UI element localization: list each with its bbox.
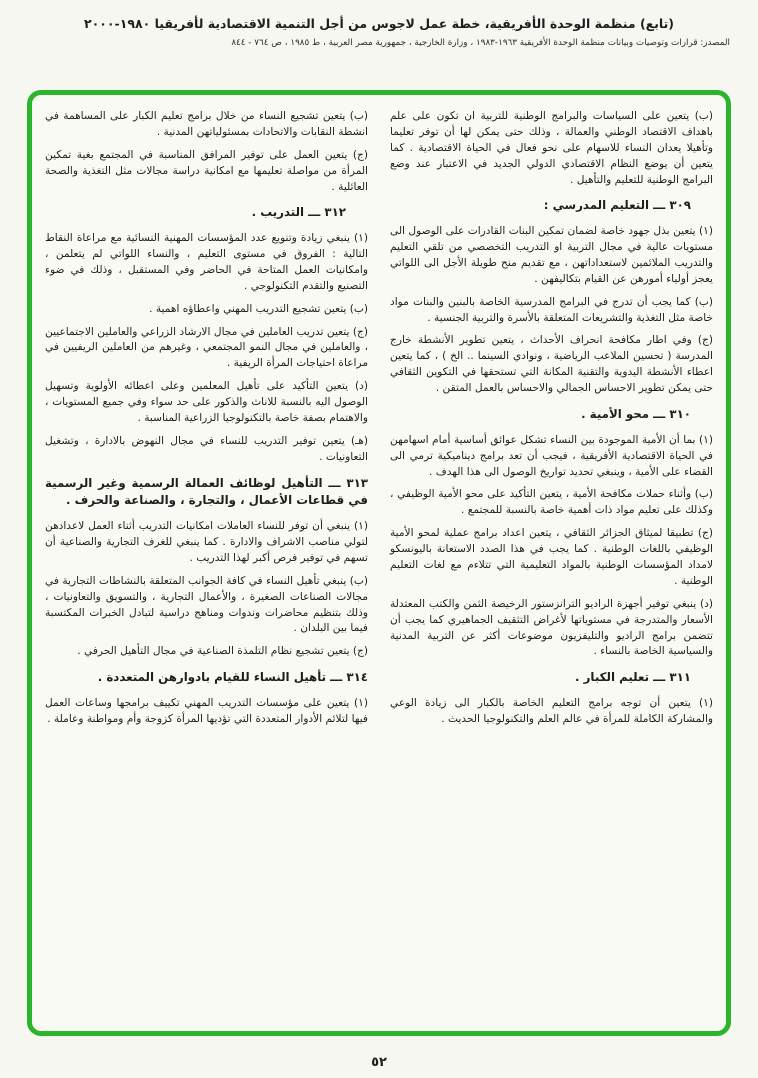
paragraph: (د) ينبغي توفير أجهزة الراديو الترانزستور الرخيصة الثمن والكتب المعتدلة الأسعار والمتدرجة في مستوياتها لأغراض التثقيف الجماهيري كما يجب أن تتضمن برامج الراديو والتليفزيون موضوعات أكثر عن التربية المدنية والسياسية الخاصة بالنساء . (390, 597, 713, 658)
paragraph: (ب) يتعين تشجيع النساء من خلال برامج تعليم الكبار على المساهمة في انشطة النقابات والاتحادات بمسئولياتهن المدنية . (45, 110, 368, 138)
section-heading-313: ٣١٣ ـــ التأهيل لوظائف العمالة الرسمية وغير الرسمية في قطاعات الأعمال ، والتجارة ، والصناعة والحرف . (45, 475, 368, 508)
paragraph: (ب) يتعين تشجيع التدريب المهني واعطاؤه اهمية . (149, 302, 368, 315)
paragraph: (ب) ينبغي تأهيل النساء في كافة الجوانب المتعلقة بالنشاطات التجارية في مجالات الصناعات الصغيرة ، والأعمال التجارية ، والتسويق والتعاونيات ، وذلك بتنظيم محاضرات وندوات ومناهج دراسية لتبادل الخبرات المكتسبة فيما بين البلدان . (45, 574, 368, 635)
paragraph: (ج) يتعين تشجيع نظام التلمذة الصناعية في مجال التأهيل الحرفي . (77, 645, 368, 658)
green-border-frame (27, 90, 731, 1036)
paragraph: (ب) وأثناء حملات مكافحة الأمية ، يتعين التأكيد على محو الأمية الوظيفي ، وكذلك على تعليم مواد ذات أهمية خاصة بالنسبة للمجتمع . (390, 488, 713, 517)
paragraph: (ج) يتعين العمل على توفير المرافق المناسبة في المجتمع بغية تمكين المرأة من مواصلة تعليمها مع امكانية دراسة مجالات مثل التغذية والصحة العائلية . (45, 148, 368, 193)
section-heading-309: ٣٠٩ ـــ التعليم المدرسي : (543, 198, 691, 213)
right-column (390, 109, 713, 1021)
section-heading-314: ٣١٤ ـــ تأهيل النساء للقيام بادوارهن المتعددة . (97, 670, 368, 685)
paragraph: (ج) يتعين تدريب العاملين في مجال الارشاد الزراعي والعاملين الاجتماعيين ، والعاملين في مجال النمو المجتمعي ، وغيرهم من العاملين الريفيين في مراعاة احتياجات المرأة الريفية . (45, 325, 368, 370)
left-column (45, 109, 368, 1021)
paragraph: (هـ) يتعين توفير التدريب للنساء في مجال النهوض بالادارة ، وتشغيل التعاونيات . (45, 434, 368, 463)
paragraph: (ج) وفي اطار مكافحة انحراف الأحداث ، يتعين تطوير الأنشطة خارج المدرسة ( تحسين الملاعب الرياضية ، ونوادي السينما .. الخ ) ، كما يتعين اعطاء الأنشطة اليدوية والتقنية المكانة التي تستحقها في التكوين الثقافي حتى يمكن تطوير الاحساس الجمالي والاحساس بالعمل المتقن . (390, 334, 713, 395)
paragraph: (ب) يتعين على السياسات والبرامج الوطنية للتربية ان تكون على علم باهداف الاقتصاد الوطني والعمالة ، وذلك حتى يمكن لها أن توفر تعليما وتأهيلا يعدان النساء للاسهام على نحو فعال في الحياة الاقتصادية . كما يتعين أن يوضع النظام الاقتصادي الدولي الجديد في الاعتبار عند وضع البرامج الوطنية للتعليم والتأهيل . (390, 110, 713, 186)
paragraph: (١) ينبغي زيادة وتنويع عدد المؤسسات المهنية النسائية مع مراعاة النقاط التالية : الفروق في مستوى التعليم ، والنساء اللواتي لم يتعلمن ، وامكانيات العمل المتاحة في الحاضر وفي المستقبل ، وذلك في ضوء التصنيع والتقدم التكنولوجي . (45, 232, 368, 292)
section-heading-310: ٣١٠ ـــ محو الأمية . (581, 407, 691, 422)
paragraph: (د) يتعين التأكيد على تأهيل المعلمين وعلى اعطائه الأولوية وتسهيل الوصول اليه بالنسبة للاناث والذكور على حد سواء وفي جميع المستويات ، والاهتمام بصفة خاصة بالتكنولوجيا الزراعية المناسبة . (45, 380, 368, 425)
section-heading-312: ٣١٢ ـــ التدريب . (251, 205, 346, 220)
page-number: ٥٢ (371, 1055, 387, 1070)
paragraph: (١) يتعين أن توجه برامج التعليم الخاصة بالكبار الى زيادة الوعي والمشاركة الكاملة للمرأة في عالم العلم والتكنولوجيا الحديث . (390, 697, 713, 725)
document-title: (تابع) منظمة الوحدة الأفريقية، خطة عمل لاجوس من أجل التنمية الاقتصادية لأفريقيا ١٩٨٠-٢٠٠٠ (83, 16, 675, 31)
page-header (0, 0, 758, 48)
paragraph: (١) يتعين بذل جهود خاصة لضمان تمكين البنات القادرات على الوصول الى مستويات عالية في مجال التربية او التدريب التخصصي من تلقي التعليم والتدريب الملائمين لاستعداداتهن ، مع تقديم منح طويلة الأجل الى اللواتي يعجز أولياء أمورهن عن القيام بتكاليفهن . (390, 225, 713, 285)
paragraph: (١) بما أن الأمية الموجودة بين النساء تشكل عوائق أساسية أمام اسهامهن في الحياة الاقتصادية الأفريقية ، فيجب أن تعد برامج ديناميكية ترمي الى القضاء على الأمية ، وينبغي تحديد تواريخ الوصول الى هذا الهدف . (390, 433, 713, 478)
source-citation-line: المصدر: قرارات وتوصيات وبيانات منظمة الوحدة الأفريقية ١٩٦٣-١٩٨٣ ، وزارة الخارجية ، جمهورية مصر العربية ، ط ١٩٨٥ ، ص ٧٦٤ - ٨٤٤ (231, 38, 730, 48)
paragraph: (ب) كما يجب أن تدرج في البرامج المدرسية الخاصة بالبنين والبنات مواد خاصة مثل التغذية والتشريعات المتعلقة بالأسرة والتربية الجنسية . (390, 295, 713, 324)
paragraph: (١) ينبغي أن توفر للنساء العاملات امكانيات التدريب أثناء العمل لاعدادهن لتولي مناصب الاشراف والادارة . كما ينبغي للغرف التجارية والصناعية أن تسهم في توفير فرص أكبر لهذا التدريب . (45, 520, 368, 564)
paragraph: (١) يتعين على مؤسسات التدريب المهني تكييف برامجها وساعات العمل فيها لتلائم الأدوار المتعددة التي تؤديها المرأة كزوجة وأم ومواطنة وعاملة . (45, 696, 368, 725)
section-heading-311: ٣١١ ـــ تعليم الكبار . (575, 670, 691, 685)
paragraph: (ج) تطبيقا لميثاق الجزائر الثقافي ، يتعين اعداد برامج عملية لمحو الأمية الوظيفي باللغات الوطنية . كما يجب في هذا الصدد الاستعانة باليونسكو لامداد المؤسسات الوطنية بالمواد التعليمية التي تتلاءم مع لغات التعليم الوطنية . (390, 527, 713, 587)
